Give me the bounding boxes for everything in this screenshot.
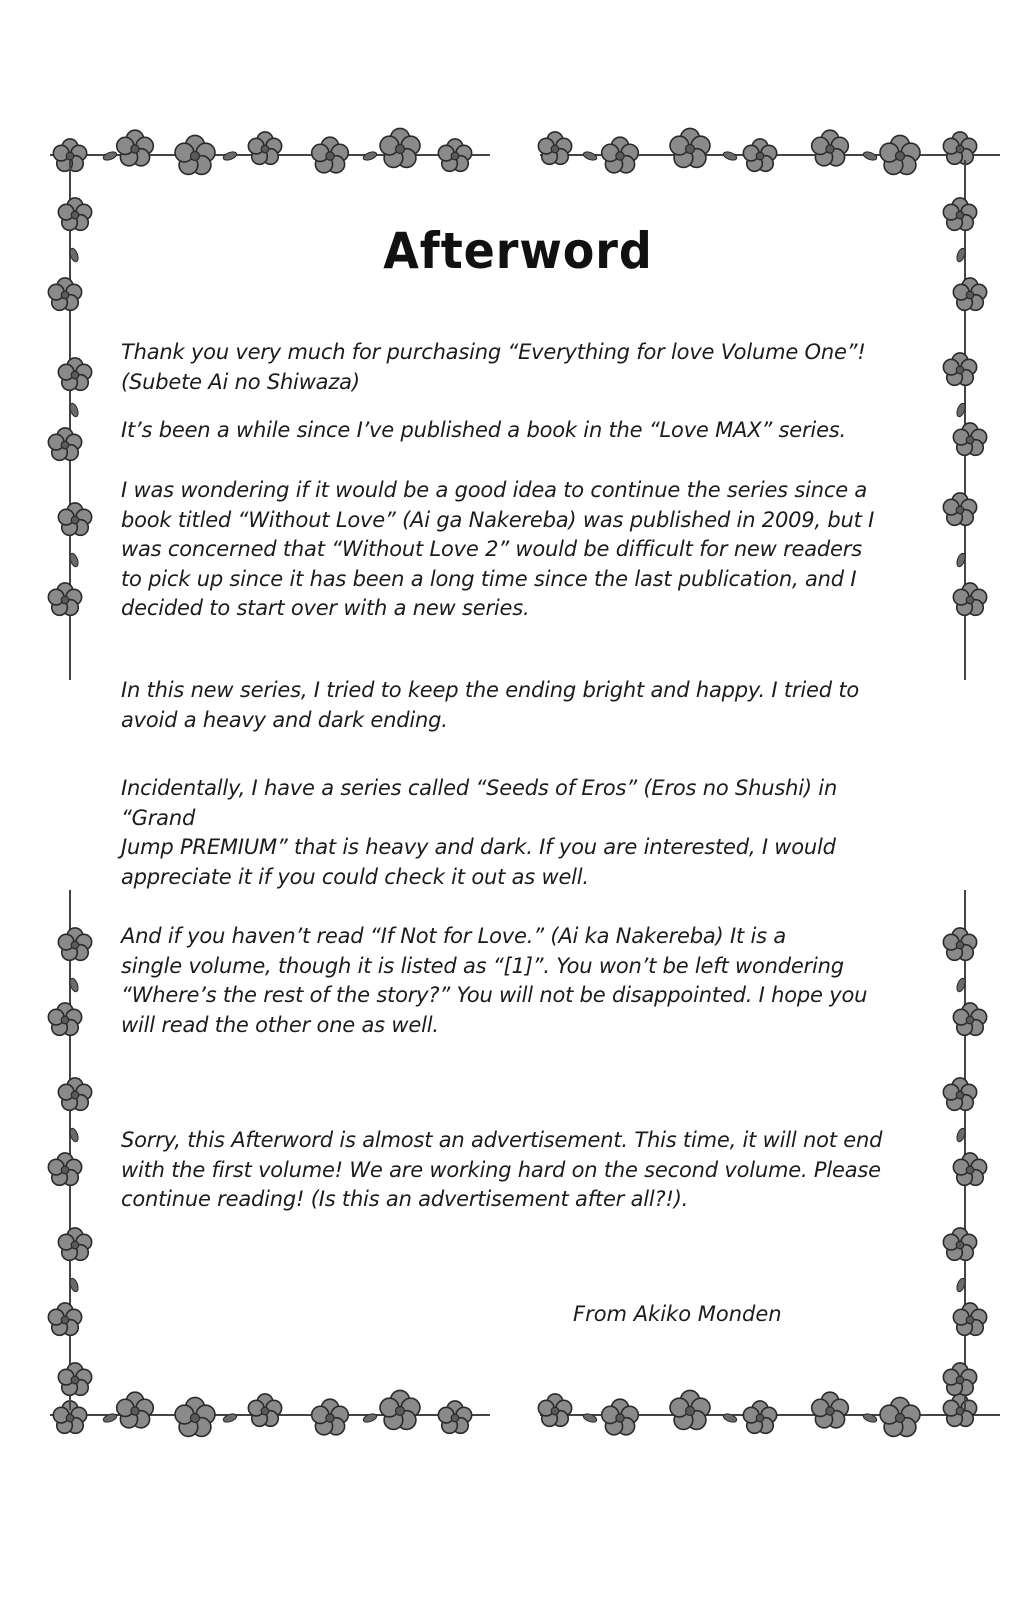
flower-icon <box>602 1399 639 1435</box>
flower-icon <box>880 135 920 174</box>
paragraph-line: was concerned that “Without Love 2” would be difficult for new readers <box>121 537 862 561</box>
flower-icon <box>538 132 571 164</box>
flower-icon <box>248 132 281 164</box>
paragraph-line: with the first volume! We are working hard on the second volume. Please <box>121 1157 881 1182</box>
paragraph-line: continue reading! (Is this an advertisement after all?!). <box>121 1187 689 1211</box>
paragraph-line: Jump PREMIUM” that is heavy and dark. If you are interested, I would <box>121 835 836 859</box>
flower-icon <box>943 132 976 164</box>
flower-icon <box>117 1392 154 1428</box>
paragraph-3 <box>121 476 911 624</box>
flower-icon <box>58 358 91 390</box>
flower-icon <box>438 1401 471 1433</box>
flower-icon <box>48 1003 81 1035</box>
paragraph-line: It’s been a while since I’ve published a book in the “Love MAX” series. <box>121 418 847 442</box>
paragraph-1 <box>121 338 911 397</box>
leaf-icon <box>362 150 378 161</box>
flower-icon <box>943 1228 976 1260</box>
flower-icon <box>943 1394 976 1426</box>
flower-icon <box>953 1303 986 1335</box>
flower-icon <box>670 128 710 167</box>
flower-icon <box>380 128 420 167</box>
flower-icon <box>175 135 215 174</box>
leaf-icon <box>722 150 738 161</box>
flower-icon <box>58 928 91 960</box>
paragraph-line: And if you haven’t read “If Not for Love.” (Ai ka Nakereba) It is a <box>121 924 787 948</box>
paragraph-line: Thank you very much for purchasing “Everything for love Volume One”! <box>121 340 866 364</box>
flower-icon <box>312 137 349 173</box>
paragraph-5 <box>121 774 911 892</box>
paragraph-line: avoid a heavy and dark ending. <box>121 707 448 732</box>
page-title: Afterword <box>383 222 653 280</box>
flower-icon <box>58 1228 91 1260</box>
flower-icon <box>812 130 849 166</box>
flower-icon <box>48 278 81 310</box>
flower-icon <box>943 1078 976 1110</box>
paragraph-line: to pick up since it has been a long time since the last publication, and I <box>121 566 857 591</box>
flower-icon <box>538 1394 571 1426</box>
flower-icon <box>175 1397 215 1436</box>
flower-icon <box>953 1003 986 1035</box>
flower-icon <box>953 278 986 310</box>
paragraph-6 <box>121 922 911 1040</box>
flower-icon <box>670 1390 710 1429</box>
paragraph-4 <box>121 676 911 735</box>
flower-icon <box>48 583 81 615</box>
leaf-icon <box>102 150 118 161</box>
paragraph-line: book titled “Without Love” (Ai ga Nakereba) was published in 2009, but I <box>121 507 875 532</box>
flower-icon <box>48 1153 81 1185</box>
flower-icon <box>248 1394 281 1426</box>
flower-icon <box>48 428 81 460</box>
flower-icon <box>943 1363 976 1395</box>
signature: From Akiko Monden <box>573 1302 782 1326</box>
leaf-icon <box>582 150 598 161</box>
flower-icon <box>943 928 976 960</box>
flower-icon <box>943 493 976 525</box>
flower-icon <box>743 1401 776 1433</box>
flower-icon <box>953 583 986 615</box>
paragraph-line: In this new series, I tried to keep the ending bright and happy. I tried to <box>121 678 859 702</box>
flower-icon <box>602 137 639 173</box>
flower-icon <box>438 139 471 171</box>
leaf-icon <box>222 150 238 161</box>
paragraph-line: I was wondering if it would be a good idea to continue the series since a <box>121 478 868 502</box>
flower-icon <box>743 139 776 171</box>
flower-icon <box>953 1153 986 1185</box>
paragraph-line: appreciate it if you could check it out as well. <box>121 864 589 889</box>
flower-icon <box>880 1397 920 1436</box>
paragraph-line: (Subete Ai no Shiwaza) <box>121 369 360 394</box>
paragraph-line: will read the other one as well. <box>121 1012 439 1037</box>
leaf-icon <box>862 150 878 161</box>
paragraph-line: decided to start over with a new series. <box>121 596 530 620</box>
paragraph-line: Incidentally, I have a series called “Seeds of Eros” (Eros no Shushi) in “Grand <box>121 776 838 830</box>
flower-icon <box>58 503 91 535</box>
paragraph-line: Sorry, this Afterword is almost an advertisement. This time, it will not end <box>121 1128 883 1152</box>
flower-icon <box>58 1363 91 1395</box>
flower-icon <box>312 1399 349 1435</box>
flower-icon <box>117 130 154 166</box>
flower-icon <box>380 1390 420 1429</box>
paragraph-line: single volume, though it is listed as “[1]”. You won’t be left wondering <box>121 953 844 978</box>
flower-icon <box>943 353 976 385</box>
flower-icon <box>48 1303 81 1335</box>
flower-icon <box>58 1078 91 1110</box>
flower-icon <box>812 1392 849 1428</box>
paragraph-7 <box>121 1126 911 1215</box>
paragraph-2 <box>121 416 911 446</box>
paragraph-line: “Where’s the rest of the story?” You will not be disappointed. I hope you <box>121 983 868 1007</box>
flower-icon <box>953 423 986 455</box>
